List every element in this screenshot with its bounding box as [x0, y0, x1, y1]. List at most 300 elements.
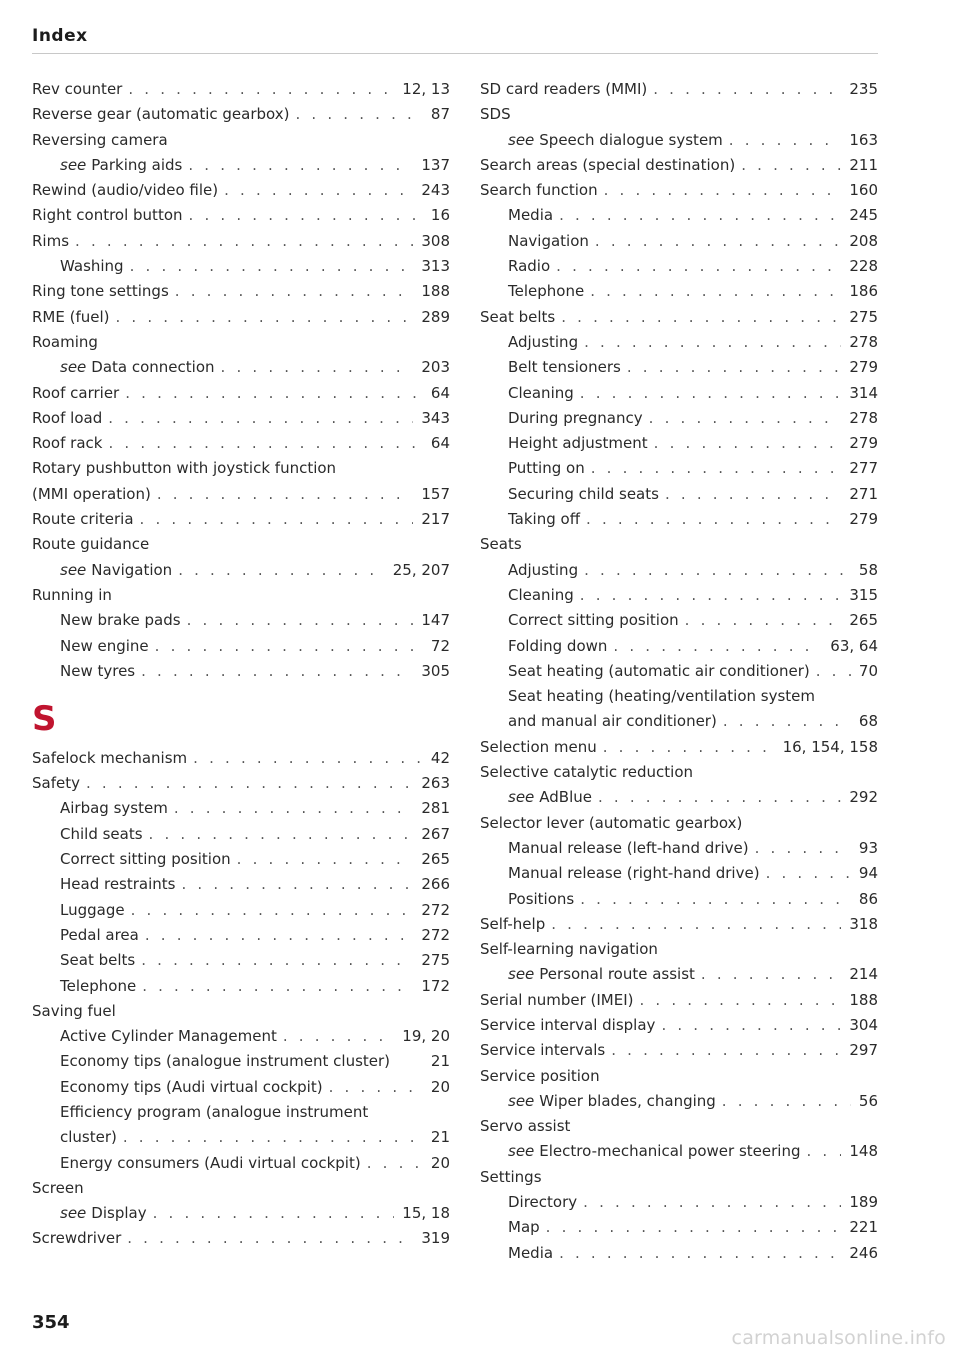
index-entry [32, 747, 450, 770]
index-entry [32, 306, 450, 329]
dot-leader [174, 797, 414, 820]
page-reference: 275 [421, 951, 450, 970]
index-term: cluster) [60, 1128, 117, 1147]
dot-leader [580, 584, 842, 607]
index-term: Washing [60, 257, 124, 276]
page-reference: 217 [421, 510, 450, 529]
dot-leader [665, 483, 841, 506]
index-term: Safety [32, 774, 80, 793]
index-entry [480, 812, 878, 835]
index-entry [32, 660, 450, 683]
index-entry [480, 103, 878, 126]
index-term: Seat belts [480, 307, 556, 326]
index-entry [480, 1242, 878, 1265]
index-term: Screen [32, 1178, 84, 1197]
index-term: Seat heating (heating/ventilation system [508, 687, 816, 706]
index-term: Settings [480, 1167, 542, 1186]
see-reference-word: see [508, 965, 535, 984]
dot-leader [141, 660, 413, 683]
page-reference: 19, 20 [402, 1027, 450, 1046]
page-reference: 189 [849, 1193, 878, 1212]
index-entry [480, 129, 878, 152]
page-reference: 147 [421, 611, 450, 630]
index-term: Taking off [508, 510, 581, 529]
index-entry [480, 786, 878, 809]
page-reference: 265 [421, 850, 450, 869]
dot-leader [584, 331, 841, 354]
page-reference: 25, 207 [392, 560, 450, 579]
dot-leader [580, 888, 851, 911]
index-term: Media [508, 206, 554, 225]
dot-leader [559, 204, 841, 227]
index-entry [480, 483, 878, 506]
index-entry [480, 938, 878, 961]
dot-leader [685, 609, 842, 632]
index-term: Reversing camera [32, 130, 168, 149]
index-entry [480, 989, 878, 1012]
dot-leader [649, 407, 842, 430]
index-entry [32, 1227, 450, 1250]
dot-leader [723, 710, 851, 733]
index-term: Rev counter [32, 80, 123, 98]
dot-leader [580, 382, 842, 405]
index-term: Rims [32, 231, 70, 250]
index-term: Data connection [91, 358, 215, 377]
index-entry [480, 1039, 878, 1062]
index-term: Display [91, 1204, 147, 1223]
page-reference: 12, 13 [402, 80, 450, 98]
index-term: Rotary pushbutton with joystick function [32, 459, 337, 478]
index-term: Radio [508, 257, 551, 276]
index-term: New brake pads [60, 611, 181, 630]
see-reference-word: see [60, 560, 87, 579]
page-reference: 72 [430, 636, 450, 655]
see-reference-word: see [60, 358, 87, 377]
dot-leader [237, 848, 414, 871]
dot-leader [546, 1216, 842, 1239]
index-term: Economy tips (analogue instrument cluster) [60, 1052, 391, 1071]
index-entry [32, 533, 450, 556]
page-reference: 15, 18 [402, 1204, 450, 1223]
index-entry [32, 1076, 450, 1099]
index-term: Folding down [508, 636, 608, 655]
index-term: Telephone [60, 976, 137, 995]
dot-leader [766, 862, 851, 885]
index-term: Positions [508, 889, 575, 908]
index-entry [32, 407, 450, 430]
index-term: Telephone [508, 282, 585, 301]
index-term: Screwdriver [32, 1229, 122, 1248]
page-reference: 279 [849, 510, 878, 529]
index-entry [480, 609, 878, 632]
index-entry [32, 331, 450, 354]
dot-leader [653, 78, 841, 101]
index-entry [32, 154, 450, 177]
index-term: Running in [32, 585, 112, 604]
index-term: Saving fuel [32, 1001, 116, 1020]
index-term: Seat heating (automatic air conditioner) [508, 661, 810, 680]
dot-leader [654, 432, 842, 455]
dot-leader [604, 179, 842, 202]
index-term: Route guidance [32, 535, 150, 554]
dot-leader [586, 508, 841, 531]
dot-leader [591, 457, 842, 480]
page-reference: 160 [849, 181, 878, 200]
page-reference: 281 [421, 799, 450, 818]
dot-leader [559, 1242, 841, 1265]
dot-leader [640, 989, 842, 1012]
index-entry [32, 78, 450, 101]
index-entry [480, 255, 878, 278]
dot-leader [584, 559, 851, 582]
page-reference: 275 [849, 307, 878, 326]
see-reference-word: see [60, 155, 87, 174]
page-reference: 211 [849, 155, 878, 174]
dot-leader [181, 873, 413, 896]
index-term: Right control button [32, 206, 183, 225]
index-entry [32, 1000, 450, 1023]
page-reference: 246 [849, 1243, 878, 1262]
dot-leader [128, 78, 394, 101]
index-entry [32, 949, 450, 972]
index-entry [480, 154, 878, 177]
dot-leader [556, 255, 841, 278]
index-entry [480, 862, 878, 885]
page-reference: 20 [430, 1077, 450, 1096]
index-term: Manual release (left-hand drive) [508, 838, 749, 857]
index-term: Parking aids [91, 155, 183, 174]
index-entry [480, 432, 878, 455]
dot-leader [329, 1076, 423, 1099]
index-entry [32, 382, 450, 405]
index-entry [480, 204, 878, 227]
index-entry [480, 1216, 878, 1239]
dot-leader [193, 747, 423, 770]
page-reference: 308 [421, 231, 450, 250]
dot-leader [598, 786, 841, 809]
dot-leader [155, 635, 423, 658]
page-reference: 319 [421, 1229, 450, 1248]
page-reference: 263 [421, 774, 450, 793]
page-reference: 21 [430, 1052, 450, 1071]
page-reference: 93 [858, 838, 878, 857]
dot-leader [367, 1152, 423, 1175]
page-reference: 63, 64 [830, 636, 878, 655]
index-entry [32, 899, 450, 922]
dot-leader [141, 949, 413, 972]
index-term: Pedal area [60, 925, 139, 944]
dot-leader [627, 356, 842, 379]
index-entry [480, 888, 878, 911]
dot-leader [296, 103, 423, 126]
page-reference: 235 [849, 80, 878, 98]
index-term: Speech dialogue system [539, 130, 723, 149]
page-number: 354 [32, 1312, 70, 1333]
index-entry [32, 204, 450, 227]
index-entry [480, 1191, 878, 1214]
index-term: Belt tensioners [508, 358, 621, 377]
dot-leader [224, 179, 413, 202]
page-reference: 245 [849, 206, 878, 225]
dot-leader [130, 255, 414, 278]
index-term: and manual air conditioner) [508, 712, 717, 731]
dot-leader [283, 1025, 394, 1048]
see-reference-word: see [508, 1142, 535, 1161]
page-reference: 343 [421, 408, 450, 427]
index-term: Media [508, 1243, 554, 1262]
index-term: Adjusting [508, 332, 579, 351]
index-term: Active Cylinder Management [60, 1027, 277, 1046]
dot-leader [741, 154, 841, 177]
index-entry [480, 736, 878, 759]
page-reference: 277 [849, 459, 878, 478]
index-entry [480, 710, 878, 733]
index-term: RME (fuel) [32, 307, 110, 326]
index-column-left [32, 78, 450, 1253]
page-reference: 289 [421, 307, 450, 326]
index-entry [32, 230, 450, 253]
index-term: Cleaning [508, 383, 574, 402]
page-reference: 208 [849, 231, 878, 250]
index-entry [32, 772, 450, 795]
index-term: Manual release (right-hand drive) [508, 864, 760, 883]
watermark: carmanualsonline.info [731, 1327, 946, 1349]
see-reference-word: see [508, 788, 535, 807]
index-entry [32, 508, 450, 531]
index-term: Safelock mechanism [32, 748, 188, 767]
index-term: Adjusting [508, 560, 579, 579]
page-reference: 297 [849, 1041, 878, 1060]
index-entry [32, 873, 450, 896]
index-entry [32, 483, 450, 506]
dot-leader [108, 432, 422, 455]
index-entry [480, 1140, 878, 1163]
index-term: Head restraints [60, 875, 176, 894]
index-entry [480, 356, 878, 379]
page-reference: 68 [858, 712, 878, 731]
index-term: New engine [60, 636, 149, 655]
index-entry [480, 179, 878, 202]
dot-leader [611, 1039, 841, 1062]
page-reference: 64 [430, 383, 450, 402]
index-entry [32, 103, 450, 126]
dot-leader [729, 129, 842, 152]
index-term: Seat belts [60, 951, 136, 970]
index-term: Selector lever (automatic gearbox) [480, 813, 743, 832]
index-term: SD card readers (MMI) [480, 80, 648, 98]
index-entry [32, 823, 450, 846]
index-term: Service intervals [480, 1041, 606, 1060]
index-term: Service interval display [480, 1015, 656, 1034]
page-reference: 279 [849, 358, 878, 377]
page-reference: 172 [421, 976, 450, 995]
index-term: Reverse gear (automatic gearbox) [32, 105, 290, 124]
index-term: Navigation [91, 560, 173, 579]
index-term: Correct sitting position [60, 850, 231, 869]
dot-leader [701, 963, 841, 986]
index-entry [32, 432, 450, 455]
index-entry [32, 1152, 450, 1175]
index-entry [32, 179, 450, 202]
page-reference: 313 [421, 257, 450, 276]
index-term: Wiper blades, changing [539, 1091, 716, 1110]
index-term: Cleaning [508, 585, 574, 604]
dot-leader [116, 306, 414, 329]
dot-leader [661, 1014, 841, 1037]
page-reference: 58 [858, 560, 878, 579]
index-entry [32, 1202, 450, 1225]
index-term: Selective catalytic reduction [480, 763, 694, 782]
index-entry [480, 559, 878, 582]
dot-leader [221, 356, 414, 379]
index-entry [32, 797, 450, 820]
index-entry [32, 255, 450, 278]
page-reference: 278 [849, 408, 878, 427]
index-entry [480, 508, 878, 531]
page-reference: 272 [421, 900, 450, 919]
page-reference: 292 [849, 788, 878, 807]
page-reference: 42 [430, 748, 450, 767]
page-reference: 272 [421, 925, 450, 944]
page-reference: 314 [849, 383, 878, 402]
page-reference: 243 [421, 181, 450, 200]
index-entry [32, 356, 450, 379]
index-term: Putting on [508, 459, 585, 478]
page-reference: 265 [849, 611, 878, 630]
index-entry [480, 280, 878, 303]
index-term: Rewind (audio/video file) [32, 181, 219, 200]
dot-leader [145, 924, 414, 947]
index-term: Selection menu [480, 737, 597, 756]
page-reference: 315 [849, 585, 878, 604]
dot-leader [590, 280, 841, 303]
index-term: During pregnancy [508, 408, 643, 427]
index-term: Personal route assist [539, 965, 695, 984]
index-term: Servo assist [480, 1117, 571, 1136]
page-reference: 271 [849, 484, 878, 503]
page-reference: 278 [849, 332, 878, 351]
index-entry [480, 306, 878, 329]
index-term: Serial number (IMEI) [480, 990, 634, 1009]
dot-leader [188, 154, 413, 177]
page-reference: 94 [858, 864, 878, 883]
page-reference: 21 [430, 1128, 450, 1147]
index-term: Self-learning navigation [480, 940, 658, 959]
see-reference-word: see [508, 130, 535, 149]
index-entry [32, 129, 450, 152]
index-entry [480, 1090, 878, 1113]
page-reference: 267 [421, 824, 450, 843]
dot-leader [75, 230, 413, 253]
index-term: Directory [508, 1193, 578, 1212]
page-reference: 56 [858, 1091, 878, 1110]
dot-leader [108, 407, 413, 430]
index-entry [480, 331, 878, 354]
index-term: New tyres [60, 661, 136, 680]
index-term: Roof rack [32, 434, 103, 453]
dot-leader [157, 483, 414, 506]
dot-leader [816, 660, 851, 683]
dot-leader [125, 382, 423, 405]
page-reference: 305 [421, 661, 450, 680]
page-reference: 70 [858, 661, 878, 680]
index-entry [480, 1065, 878, 1088]
index-entry [480, 837, 878, 860]
index-entry [480, 1166, 878, 1189]
index-term: Route criteria [32, 510, 134, 529]
index-entry [480, 963, 878, 986]
dot-leader [149, 823, 414, 846]
index-entry [32, 584, 450, 607]
index-entry [480, 407, 878, 430]
page-reference: 16 [430, 206, 450, 225]
index-term: Search function [480, 181, 598, 200]
index-term: Energy consumers (Audi virtual cockpit) [60, 1153, 361, 1172]
dot-leader [86, 772, 413, 795]
index-term: Navigation [508, 231, 589, 250]
dot-leader [175, 280, 414, 303]
index-term: Economy tips (Audi virtual cockpit) [60, 1077, 323, 1096]
dot-leader [561, 306, 841, 329]
page-reference: 221 [849, 1218, 878, 1237]
page-reference: 163 [849, 130, 878, 149]
index-entry [32, 1050, 450, 1073]
index-term: Height adjustment [508, 434, 648, 453]
page-reference: 157 [421, 484, 450, 503]
page-reference: 304 [849, 1015, 878, 1034]
index-entry [480, 913, 878, 936]
dot-leader [187, 609, 414, 632]
dot-leader [613, 635, 822, 658]
page-reference: 148 [849, 1142, 878, 1161]
dot-leader [123, 1126, 423, 1149]
page-reference: 186 [849, 282, 878, 301]
page-reference: 188 [849, 990, 878, 1009]
index-entry [480, 635, 878, 658]
dot-leader [127, 1227, 413, 1250]
page-reference: 86 [858, 889, 878, 908]
index-entry [480, 584, 878, 607]
index-term: Roof load [32, 408, 103, 427]
index-entry [32, 1101, 450, 1124]
page-reference: 16, 154, 158 [782, 737, 878, 756]
index-term: Roof carrier [32, 383, 120, 402]
index-entry [32, 924, 450, 947]
page-reference: 20 [430, 1153, 450, 1172]
page-reference: 228 [849, 257, 878, 276]
index-entry [480, 382, 878, 405]
index-entry [480, 533, 878, 556]
dot-leader [131, 899, 414, 922]
index-entry [32, 1126, 450, 1149]
index-term: Self-help [480, 914, 546, 933]
index-term: Service position [480, 1066, 600, 1085]
index-term: Roaming [32, 332, 98, 351]
index-term: Correct sitting position [508, 611, 679, 630]
index-column-right [480, 78, 878, 1267]
index-entry [480, 1014, 878, 1037]
index-entry [32, 280, 450, 303]
dot-leader [153, 1202, 395, 1225]
index-term: Electro-mechanical power steering [539, 1142, 801, 1161]
index-entry [32, 635, 450, 658]
index-term: AdBlue [539, 788, 592, 807]
see-reference-word: see [508, 1091, 535, 1110]
dot-leader [595, 230, 841, 253]
index-term: Seats [480, 535, 522, 554]
page-reference: 214 [849, 965, 878, 984]
dot-leader [140, 508, 414, 531]
